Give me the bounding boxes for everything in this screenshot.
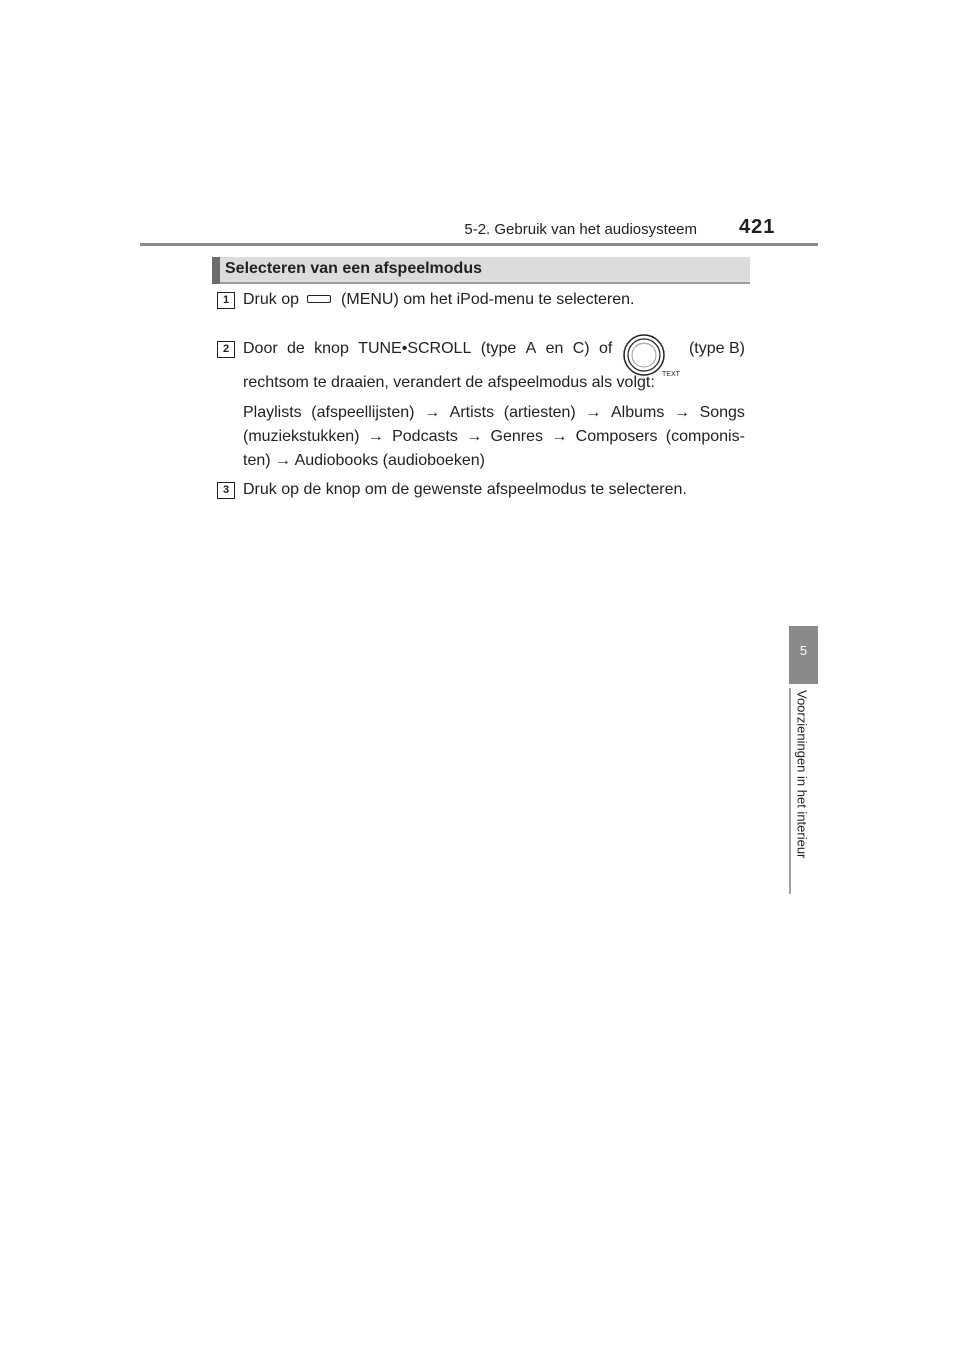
word: Artists xyxy=(449,404,495,421)
step-1-before: Druk op xyxy=(243,291,300,308)
word: Composers xyxy=(575,428,658,445)
step-badge-3: 3 xyxy=(217,482,235,499)
step-1-after: (MENU) om het iPod-menu te selecteren. xyxy=(341,291,635,308)
word: Playlists xyxy=(243,404,302,421)
word: (type B) xyxy=(688,340,745,357)
word: (afspeellijsten) xyxy=(311,404,415,421)
word: (artiesten) xyxy=(503,404,576,421)
word: knop xyxy=(314,340,349,357)
page-number: 421 xyxy=(739,216,776,238)
step-3-text: Druk op de knop om de gewenste afspeelmodus te selecteren. xyxy=(243,481,687,498)
step-1-text xyxy=(243,290,745,310)
word: Albums xyxy=(610,404,665,421)
word: TUNE•SCROLL xyxy=(358,340,472,357)
menu-button-icon xyxy=(307,295,331,303)
section-label: 5-2. Gebruik van het audiosysteem xyxy=(464,221,697,238)
word: Genres xyxy=(490,428,544,445)
word: Door xyxy=(243,340,278,357)
chapter-tab xyxy=(789,626,818,684)
word: (componis- xyxy=(665,428,745,445)
arrow-icon: → xyxy=(367,428,384,445)
arrow-icon: → xyxy=(673,404,690,421)
word: Podcasts xyxy=(392,428,458,445)
header-rule xyxy=(140,243,818,246)
step-2-sequence-1 xyxy=(243,403,745,423)
word: en xyxy=(545,340,564,357)
word: (type xyxy=(480,340,517,357)
word: of xyxy=(598,340,613,357)
word: (muziekstukken) xyxy=(243,428,360,445)
knob-label: TEXT xyxy=(661,371,680,377)
arrow-icon: → xyxy=(424,404,441,421)
word: C) xyxy=(572,340,590,357)
word: Songs xyxy=(699,404,745,421)
chapter-number: 5 xyxy=(799,643,808,658)
arrow-icon: → xyxy=(551,428,568,445)
arrow-icon: → xyxy=(585,404,602,421)
heading-text: Selecteren van een afspeelmodus xyxy=(225,260,482,277)
step-2-sequence-2 xyxy=(243,427,745,447)
word: A xyxy=(525,340,537,357)
word: de xyxy=(287,340,305,357)
chapter-title: Voorzieningen in het interieur xyxy=(794,690,810,859)
step-2-line-2: rechtsom te draaien, verandert de afspeelmodus als volgt: xyxy=(243,374,655,391)
step-badge-1: 1 xyxy=(217,292,235,309)
arrow-icon: → xyxy=(466,428,483,445)
section-heading xyxy=(212,257,750,284)
step-2-sequence-3: ten) → Audiobooks (audioboeken) xyxy=(243,452,485,469)
heading-marker xyxy=(212,257,220,284)
step-badge-2: 2 xyxy=(217,341,235,358)
